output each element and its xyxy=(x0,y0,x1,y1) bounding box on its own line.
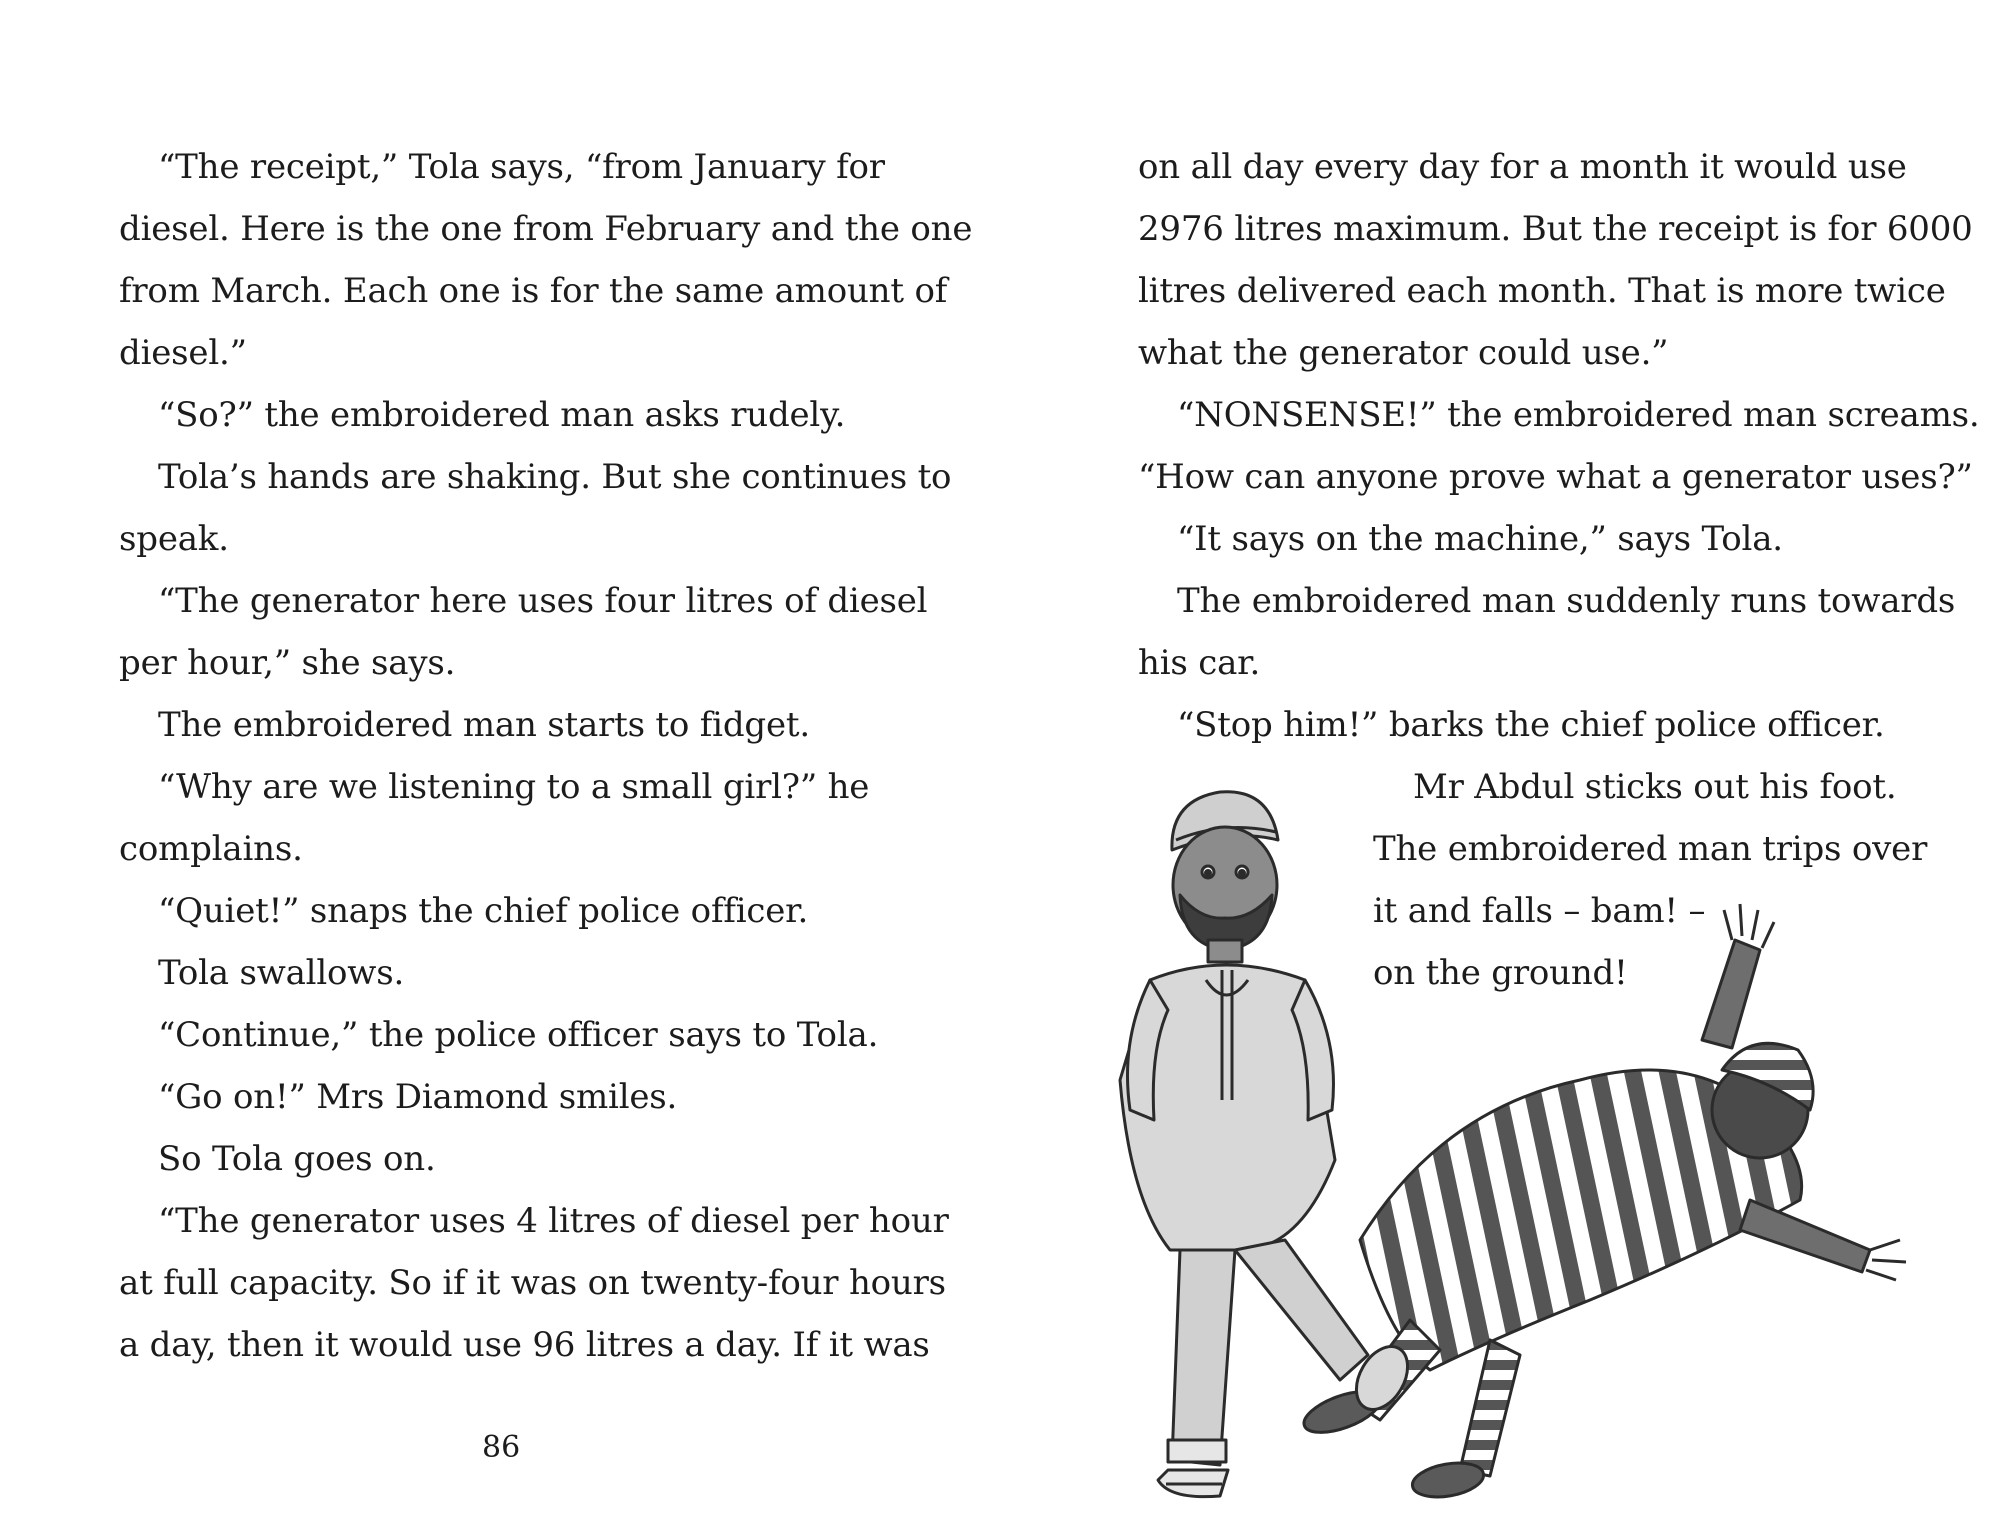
text-line: his car. xyxy=(1138,643,1261,683)
text-line: “How can anyone prove what a generator uses?” xyxy=(1138,457,1973,497)
text-line: The embroidered man suddenly runs towards xyxy=(1177,581,1956,621)
text-line: “Go on!” Mrs Diamond smiles. xyxy=(158,1077,678,1117)
text-line: diesel. Here is the one from February and the one xyxy=(119,209,973,249)
text-line: on all day every day for a month it would use xyxy=(1138,147,1907,187)
text-line: So Tola goes on. xyxy=(158,1139,436,1179)
text-line: The embroidered man trips over xyxy=(1373,829,1928,869)
text-line: “Quiet!” snaps the chief police officer. xyxy=(158,891,809,931)
mr-abdul-figure xyxy=(1120,792,1368,1497)
text-line: 2976 litres maximum. But the receipt is for 6000 xyxy=(1138,209,1973,249)
text-line: what the generator could use.” xyxy=(1138,333,1669,373)
text-line: “The receipt,” Tola says, “from January for xyxy=(158,147,885,187)
text-line: a day, then it would use 96 litres a day. If it was xyxy=(119,1325,930,1365)
page-number: 86 xyxy=(482,1430,521,1465)
text-line: “It says on the machine,” says Tola. xyxy=(1177,519,1783,559)
text-line: “NONSENSE!” the embroidered man screams. xyxy=(1177,395,1980,435)
text-line: diesel.” xyxy=(119,333,247,373)
text-line: The embroidered man starts to fidget. xyxy=(158,705,810,745)
text-line: litres delivered each month. That is more twice xyxy=(1138,271,1946,311)
text-line: “The generator here uses four litres of diesel xyxy=(158,581,928,621)
text-line: speak. xyxy=(119,519,229,559)
embroidered-man-figure xyxy=(1299,904,1906,1502)
text-line: Tola swallows. xyxy=(158,953,405,993)
text-line: Mr Abdul sticks out his foot. xyxy=(1413,767,1897,807)
text-line: per hour,” she says. xyxy=(119,643,456,683)
text-line: “The generator uses 4 litres of diesel per hour xyxy=(158,1201,949,1241)
text-line: “So?” the embroidered man asks rudely. xyxy=(158,395,846,435)
text-line: Tola’s hands are shaking. But she continues to xyxy=(158,457,952,497)
text-line: “Continue,” the police officer says to Tola. xyxy=(158,1015,879,1055)
text-line: at full capacity. So if it was on twenty-four hours xyxy=(119,1263,946,1303)
text-line: “Why are we listening to a small girl?” he xyxy=(158,767,870,807)
text-line: it and falls – bam! – xyxy=(1373,891,1706,931)
text-line: “Stop him!” barks the chief police officer. xyxy=(1177,705,1885,745)
mr-abdul-tripping-embroidered-man-illustration xyxy=(1110,780,2000,1534)
text-line: complains. xyxy=(119,829,303,869)
text-line: from March. Each one is for the same amount of xyxy=(119,271,948,311)
text-line: on the ground! xyxy=(1373,953,1628,993)
